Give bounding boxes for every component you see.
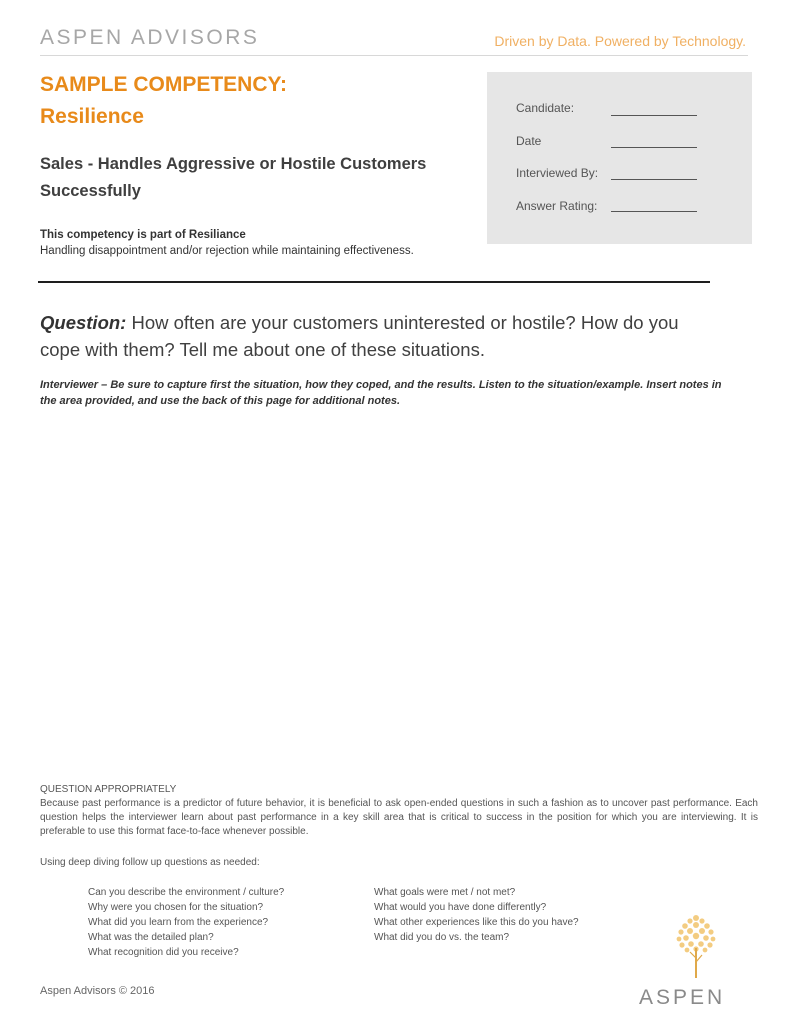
list-item: What goals were met / not met? [374,887,516,898]
list-item: Why were you chosen for the situation? [88,902,264,913]
interviewer-instructions: Interviewer – Be sure to capture first the situation, how they coped, and the results. Listen to the situation/example. Insert notes in the area provided, and use the back of this page for additional notes. [40,379,722,407]
tagline: Driven by Data. Powered by Technology. [494,33,746,49]
section-divider [38,281,710,283]
header-divider [40,55,748,56]
date-field[interactable] [611,147,697,148]
competency-subtitle: Sales - Handles Aggressive or Hostile Customers Successfully [40,155,427,200]
candidate-field[interactable] [611,115,697,116]
interview-question [40,309,720,363]
list-item: Can you describe the environment / culture? [88,887,285,898]
tree-icon [671,910,721,980]
question-text: How often are your customers uninterested or hostile? How do you cope with them? Tell me about one of these situations. [40,312,679,360]
interviewed-by-field[interactable] [611,179,697,180]
list-item: What did you learn from the experience? [88,917,269,928]
list-item: What was the detailed plan? [88,932,214,943]
followup-list-right [374,885,579,945]
followup-intro: Using deep diving follow up questions as needed: [40,857,260,868]
answer-rating-label: Answer Rating: [516,199,598,213]
list-item: What did you do vs. the team? [374,932,510,943]
competency-definition: Handling disappointment and/or rejection while maintaining effectiveness. [40,245,414,257]
list-item: What recognition did you receive? [88,947,239,958]
candidate-label: Candidate: [516,101,575,115]
aspen-logo [637,910,759,1010]
copyright: Aspen Advisors © 2016 [40,985,155,997]
competency-name: Resilience [40,105,144,128]
guidance-body: Because past performance is a predictor of future behavior, it is beneficial to ask open-ended questions in such a fashion as to uncover past performance. Each question helps the interviewer learn about past performance in a key skill area that is critical to success in the position for which you are interviewing. It is preferable to use this format face-to-face whenever possible. [40,798,758,837]
list-item: What other experiences like this do you have? [374,917,579,928]
interviewed-by-label: Interviewed By: [516,166,599,180]
guidance-title: QUESTION APPROPRIATELY [40,784,177,795]
answer-rating-field[interactable] [611,211,697,212]
followup-list-left [88,885,284,960]
question-label: Question: [40,312,127,333]
list-item: What would you have done differently? [374,902,547,913]
date-label: Date [516,134,542,148]
logo-wordmark: ASPEN [639,986,726,1009]
brand-wordmark: ASPEN ADVISORS [40,26,260,49]
candidate-info-box [487,72,752,244]
competency-label: SAMPLE COMPETENCY: [40,73,287,96]
competency-part-of: This competency is part of Resiliance [40,229,246,241]
